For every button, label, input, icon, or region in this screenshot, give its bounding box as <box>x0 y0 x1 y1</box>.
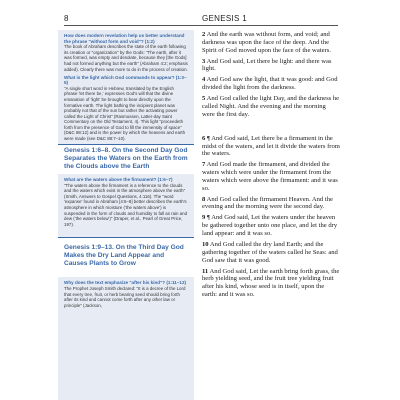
verse-number: 7 <box>202 161 206 169</box>
commentary-text: "A single short word in Hebrew, translated by the English phrase 'let there be,' expresses God's will that the divine emanation of 'light' be brought to bear directly upon the formative earth. The light bathing the incipient planet was probably not that of the sun but rather the activating power called the Light of Christ" (Rasmussen, Latter-day Saint Commentary on the Old Testament, 4). This light "proceedeth forth from the presence of God to fill the immensity of space" (D&C 88:12) and is the power by which the heavens and earth were made (see D&C 88:7–10). <box>64 85 186 142</box>
verse-text: ¶ And God said, Let the waters under the heaven be gathered together unto one place, and let the dry land appear: and it was so. <box>202 214 338 238</box>
verse-number: 6 <box>202 134 206 142</box>
verse-number: 10 <box>202 241 209 249</box>
commentary-question: How does modern revelation help us better understand the phrase "without form and void"? (1:2) <box>64 33 185 44</box>
commentary-question: What is the light which God commands to appear? (1:3–5) <box>64 74 187 86</box>
book-page <box>58 12 342 400</box>
verse <box>202 161 340 192</box>
commentary-question: Why does the text emphasize "after his kind"? (1:11–12) <box>64 280 187 286</box>
verse-number: 2 <box>202 31 206 38</box>
verse <box>202 95 340 118</box>
commentary-text: The book of Abraham describes the state of the earth following its creation or "organization" by the Gods: "The earth, after it was formed, was empty and desolate, because they [the Gods] had not formed anything but the earth" (Abraham 4:2; emphasis added). Clearly there was more to do in the process of creation. <box>64 44 188 72</box>
verse <box>202 196 340 212</box>
verse-text: And God made the firmament, and divided the waters which were under the firmament from the waters which were above the firmament: and it was so. <box>202 161 338 192</box>
verse-text: And God saw the light, that it was good: and God divided the light from the darkness. <box>202 76 338 92</box>
verse-number: 8 <box>202 195 206 203</box>
running-head: GENESIS 1 <box>202 14 247 23</box>
verse-text: And God said, Let there be light: and there was light. <box>202 57 332 73</box>
verse <box>202 135 340 158</box>
verse-text: And God called the light Day, and the darkness he called Night. And the evening and the morning were the first day. <box>202 95 340 118</box>
page-number: 8 <box>64 14 69 23</box>
verse-number: 3 <box>202 57 206 65</box>
verse-text: And God said, Let the earth bring forth grass, the herb yielding seed, and the fruit tree yielding fruit after his kind, whose seed is in itself, upon the earth: and it was so. <box>202 267 340 298</box>
verse-text: And God called the dry land Earth; and the gathering together of the waters called he Seas: and God saw that it was good. <box>202 241 338 264</box>
section-heading: Genesis 1:9–13. On the Third Day God Makes the Dry Land Appear and Causes Plants to Grow <box>58 237 194 277</box>
verse-text: ¶ And God said, Let there be a firmament in the midst of the waters, and let it divide the waters from the waters. <box>202 134 340 158</box>
verse <box>202 241 340 264</box>
page-header <box>58 12 342 26</box>
verse-number: 4 <box>202 76 206 84</box>
commentary-question: What are the waters above the firmament? (1:6–7) <box>64 177 173 183</box>
verse-text: And the earth was without form, and void; and darkness was upon the face of the deep. And the Spirit of God moved upon the face of the waters. <box>202 31 331 54</box>
chapter-spacer <box>202 122 340 135</box>
scripture-column <box>202 31 340 400</box>
verse <box>202 76 340 92</box>
commentary-text: The Prophet Joseph Smith declared: "It is a decree of the Lord that every tree, fruit, or herb bearing seed should bring forth after its kind and cannot come forth after any other law or principle" (Jackson, <box>64 286 186 308</box>
verse-number: 5 <box>202 95 206 103</box>
verse-number: 11 <box>202 267 209 275</box>
verse <box>202 58 340 74</box>
verse <box>202 268 340 299</box>
section-heading: Genesis 1:6–8. On the Second Day God Separates the Waters on the Earth from the Clouds above the Earth <box>58 144 194 174</box>
verse <box>202 214 340 237</box>
commentary-text: "The waters above the firmament is a reference to the clouds and the waters which exist in the atmosphere above the earth" (Smith, Answers to Gospel Questions, 4:116). The "word 'expanse' found in Abraham [4:6–8] better describes the earth's atmosphere in which moisture ('the waters above') is suspended in the form of clouds and humidity to fall as rain and dew ('the waters below')" (Draper, et al., Pearl of Great Price, 197). <box>64 182 188 227</box>
verse-number: 9 <box>202 214 206 222</box>
header-rule <box>64 25 338 26</box>
commentary-column <box>58 30 194 400</box>
verse <box>202 31 340 54</box>
verse-text: And God called the firmament Heaven. And the evening and the morning were the second day. <box>202 195 333 211</box>
